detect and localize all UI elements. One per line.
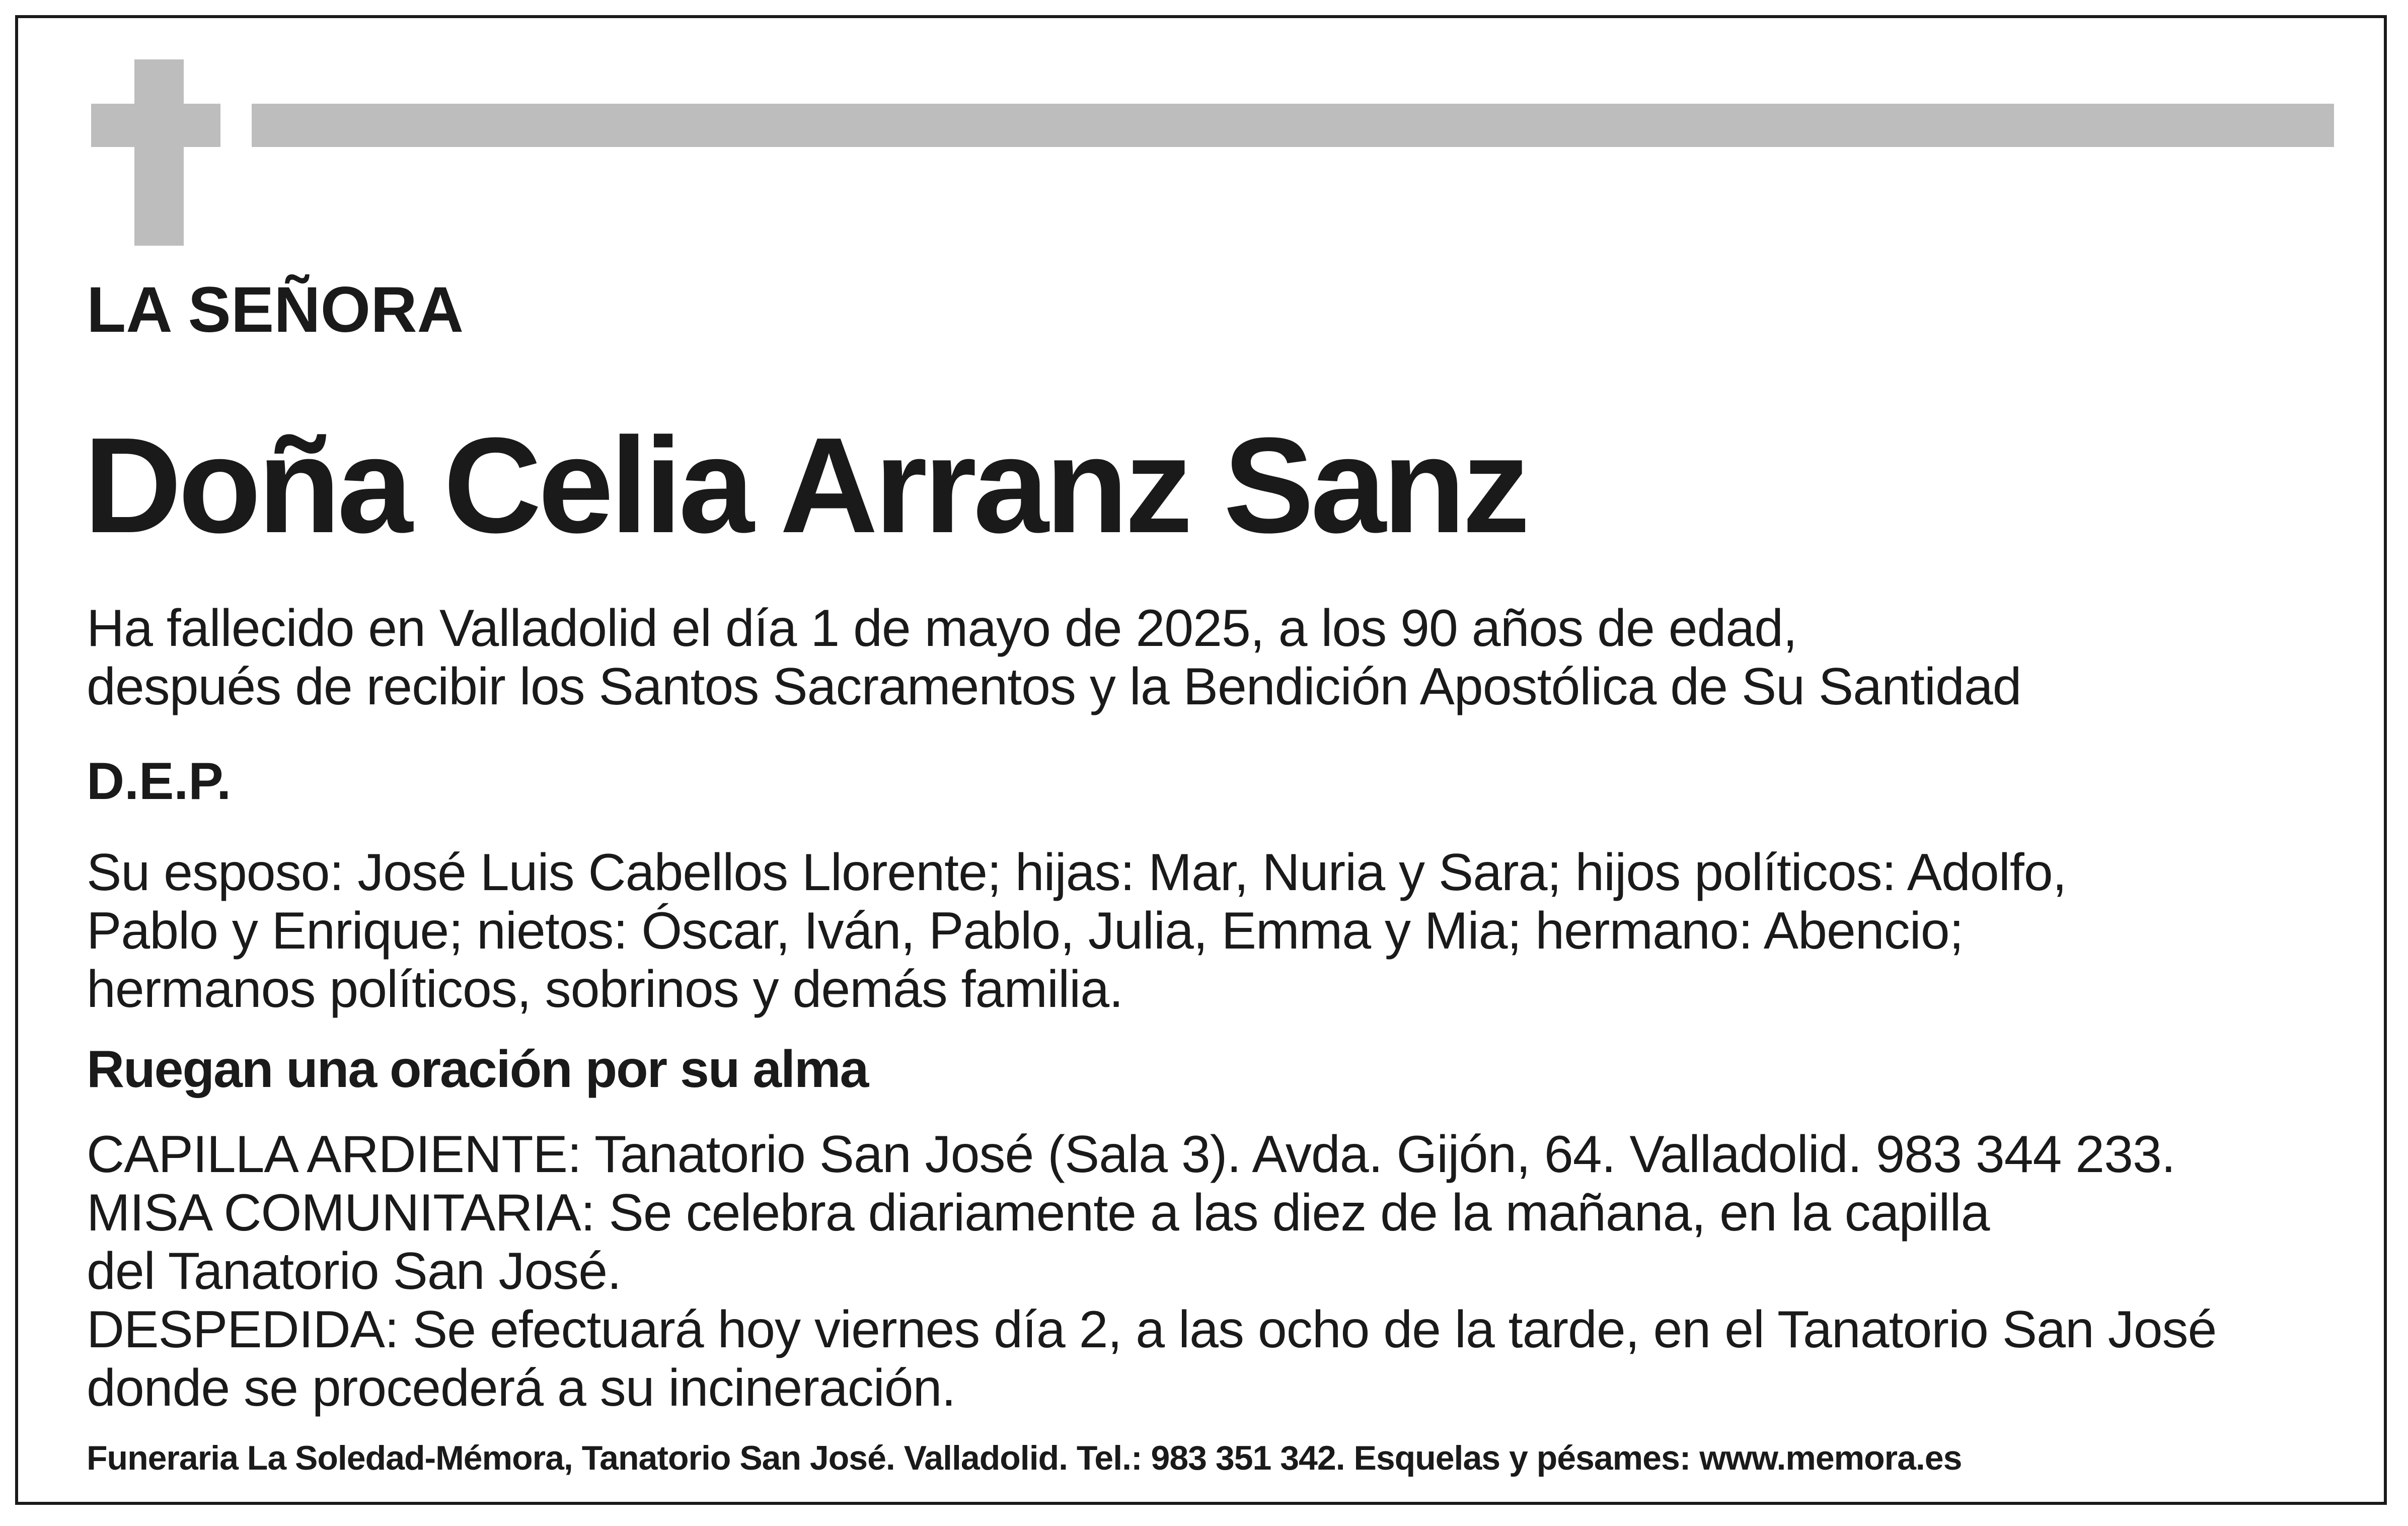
family-line: Su esposo: José Luis Cabellos Llorente; hijas: Mar, Nuria y Sara; hijos políticos: Adolfo, [87,843,2067,902]
family-line: Pablo y Enrique; nietos: Óscar, Iván, Pablo, Julia, Emma y Mia; hermano: Abencio; [87,902,1964,960]
family-line: hermanos políticos, sobrinos y demás familia. [87,960,1123,1019]
header-bar [252,104,2334,147]
intro-line: Ha fallecido en Valladolid el día 1 de mayo de 2025, a los 90 años de edad, [87,599,1797,658]
services-line: CAPILLA ARDIENTE: Tanatorio San José (Sala 3). Avda. Gijón, 64. Valladolid. 983 344 233. [87,1125,2175,1184]
prayer-request: Ruegan una oración por su alma [87,1040,868,1099]
services-paragraph [87,1125,2216,1417]
services-line: MISA COMUNITARIA: Se celebra diariamente a las diez de la mañana, en la capilla [87,1184,1990,1242]
intro-line: después de recibir los Santos Sacramentos y la Bendición Apostólica de Su Santidad [87,658,2021,716]
services-line: DESPEDIDA: Se efectuará hoy viernes día 2, a las ocho de la tarde, en el Tanatorio San José [87,1300,2217,1359]
family-paragraph [87,843,2066,1019]
services-line: donde se procederá a su incineración. [87,1359,956,1417]
dep-label: D.E.P. [87,752,232,811]
cross-icon [134,59,184,246]
title-prefix: LA SEÑORA [87,274,464,346]
intro-paragraph [87,599,2021,716]
cross-icon-arm [91,104,220,147]
funeral-home-footer: Funeraria La Soledad-Mémora, Tanatorio San José. Valladolid. Tel.: 983 351 342. Esquelas y pésames: www.memora.es [87,1439,1962,1477]
services-line: del Tanatorio San José. [87,1242,622,1300]
deceased-name: Doña Celia Arranz Sanz [84,410,1527,561]
